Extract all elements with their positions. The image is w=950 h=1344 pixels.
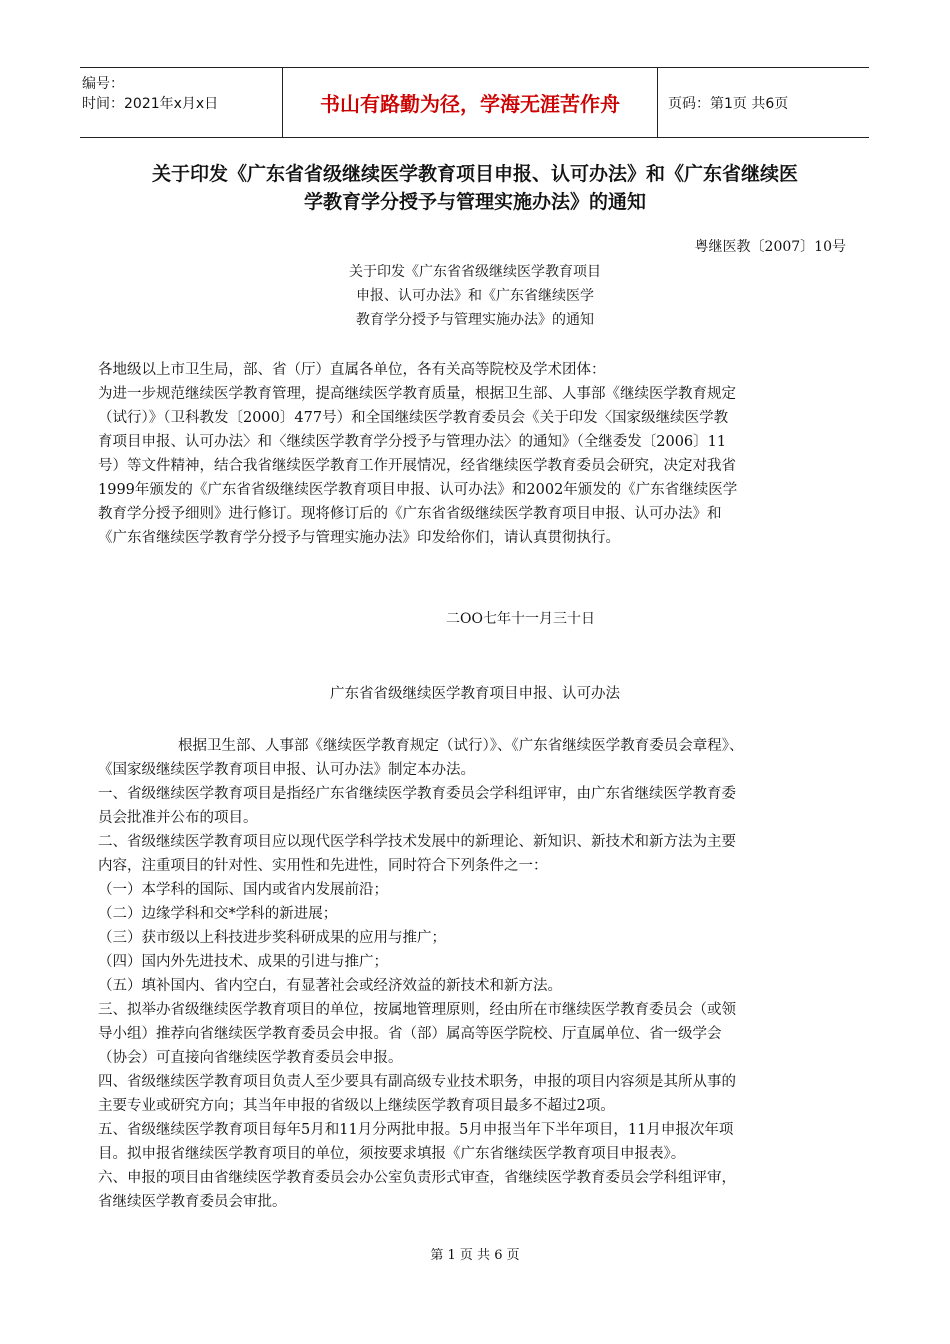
body-line: （四）国内外先进技术、成果的引进与推广； bbox=[98, 954, 388, 970]
body-line: 五、省级继续医学教育项目每年5月和11月分两批申报。5月申报当年下半年项目，11月申报次年项 bbox=[98, 1122, 734, 1138]
subtitle-line: 教育学分授予与管理实施办法》的通知 bbox=[356, 312, 594, 328]
body-line: 1999年颁发的《广东省省级继续医学教育项目申报、认可办法》和2002年颁发的《广东省继续医学 bbox=[98, 482, 738, 498]
body-line: 《广东省继续医学教育学分授予与管理实施办法》印发给你们，请认真贯彻执行。 bbox=[98, 530, 620, 546]
body-line: （协会）可直接向省继续医学教育委员会申报。 bbox=[98, 1050, 403, 1066]
body-line: 为进一步规范继续医学教育管理，提高继续医学教育质量，根据卫生部、人事部《继续医学教育规定 bbox=[98, 386, 736, 402]
page-footer: 第 1 页 共 6 页 bbox=[430, 1248, 520, 1263]
notice-body bbox=[98, 358, 858, 550]
subtitle-line: 申报、认可办法》和《广东省继续医学 bbox=[356, 288, 594, 304]
header-meta bbox=[80, 68, 282, 137]
body-line: 主要专业或研究方向；其当年申报的省级以上继续医学教育项目最多不超过2项。 bbox=[98, 1098, 615, 1114]
number-label: 编号： bbox=[82, 76, 124, 92]
title-line: 学教育学分授予与管理实施办法》的通知 bbox=[303, 191, 646, 213]
body-line: （二）边缘学科和交*学科的新进展； bbox=[98, 906, 338, 922]
header-table bbox=[80, 67, 869, 138]
section-title: 广东省省级继续医学教育项目申报、认可办法 bbox=[330, 686, 620, 702]
body-line: 内容，注重项目的针对性、实用性和先进性，同时符合下列条件之一： bbox=[98, 858, 548, 874]
header-motto: 书山有路勤为径，学海无涯苦作舟 bbox=[282, 68, 658, 137]
regulation-body bbox=[98, 734, 858, 1214]
body-line: （试行）》（卫科教发〔2000〕477号）和全国继续医学教育委员会《关于印发〈国家级继续医学教 bbox=[98, 410, 729, 426]
body-line: （三）获市级以上科技进步奖科研成果的应用与推广； bbox=[98, 930, 446, 946]
body-line: 育项目申报、认可办法〉和〈继续医学教育学分授予与管理办法〉的通知》（全继委发〔2006〕11 bbox=[98, 434, 727, 450]
issue-date: 二OO七年十一月三十日 bbox=[446, 611, 595, 627]
document-title bbox=[90, 160, 860, 216]
body-line: 四、省级继续医学教育项目负责人至少要具有副高级专业技术职务，申报的项目内容须是其所从事的 bbox=[98, 1074, 736, 1090]
body-line: 省继续医学教育委员会审批。 bbox=[98, 1194, 287, 1210]
body-line: 根据卫生部、人事部《继续医学教育规定（试行）》、《广东省继续医学教育委员会章程》、 bbox=[178, 738, 744, 754]
body-line: 目。拟申报省继续医学教育项目的单位，须按要求填报《广东省继续医学教育项目申报表》。 bbox=[98, 1146, 686, 1162]
subtitle-block bbox=[290, 260, 660, 332]
body-line: 导小组）推荐向省继续医学教育委员会申报。省（部）属高等医学院校、厅直属单位、省一级学会 bbox=[98, 1026, 722, 1042]
subtitle-line: 关于印发《广东省省级继续医学教育项目 bbox=[349, 264, 601, 280]
body-line: （一）本学科的国际、国内或省内发展前沿； bbox=[98, 882, 388, 898]
body-line: 二、省级继续医学教育项目应以现代医学科学技术发展中的新理论、新知识、新技术和新方法为主要 bbox=[98, 834, 736, 850]
body-line: 号）等文件精神，结合我省继续医学教育工作开展情况，经省继续医学教育委员会研究，决定对我省 bbox=[98, 458, 736, 474]
header-page-label: 页码：第1页 共6页 bbox=[668, 95, 789, 112]
document-number: 粤继医教〔2007〕10号 bbox=[694, 239, 846, 255]
body-line: （五）填补国内、省内空白，有显著社会或经济效益的新技术和新方法。 bbox=[98, 978, 562, 994]
body-line: 《国家级继续医学教育项目申报、认可办法》制定本办法。 bbox=[98, 762, 475, 778]
body-line: 三、拟举办省级继续医学教育项目的单位，按属地管理原则，经由所在市继续医学教育委员会（或领 bbox=[98, 1002, 736, 1018]
body-line: 员会批准并公布的项目。 bbox=[98, 810, 258, 826]
body-line: 六、申报的项目由省继续医学教育委员会办公室负责形式审查，省继续医学教育委员会学科组评审， bbox=[98, 1170, 736, 1186]
body-line: 各地级以上市卫生局，部、省（厅）直属各单位，各有关高等院校及学术团体： bbox=[98, 362, 606, 378]
title-line: 关于印发《广东省省级继续医学教育项目申报、认可办法》和《广东省继续医 bbox=[151, 163, 798, 185]
body-line: 一、省级继续医学教育项目是指经广东省继续医学教育委员会学科组评审，由广东省继续医学教育委 bbox=[98, 786, 736, 802]
time-label: 时间：2021年x月x日 bbox=[82, 96, 219, 112]
body-line: 教育学分授予细则》进行修订。现将修订后的《广东省省级继续医学教育项目申报、认可办法》和 bbox=[98, 506, 722, 522]
